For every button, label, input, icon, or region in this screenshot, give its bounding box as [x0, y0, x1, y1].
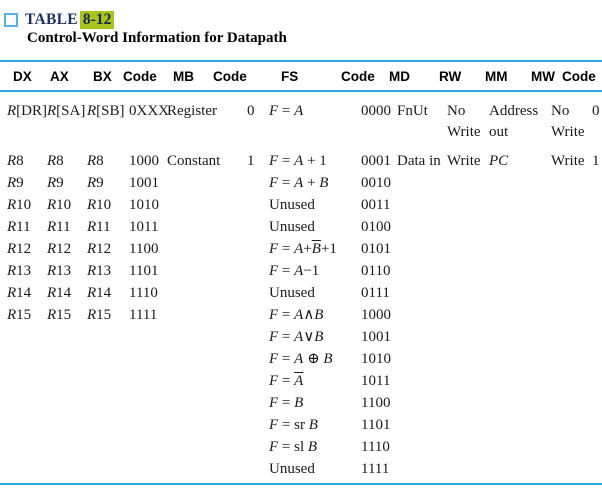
table-cell [483, 326, 539, 348]
table-cell [580, 304, 602, 326]
table-cell: 1010 [129, 197, 159, 213]
table-cell [439, 194, 483, 216]
table-cell [165, 216, 223, 238]
table-cell [539, 216, 580, 238]
column-header-code-12: Code [562, 69, 596, 84]
table-cell [123, 348, 165, 370]
table-cell [44, 326, 84, 348]
table-cell [580, 326, 602, 348]
table-cell: R11 [47, 219, 71, 235]
table-cell: R12 [87, 241, 112, 257]
table-cell: F = sl B [269, 439, 318, 455]
table-cell: 0010 [361, 175, 391, 191]
table-cell: PC [489, 153, 509, 169]
table-cell [0, 326, 44, 348]
table-row [0, 414, 602, 436]
table-cell [381, 458, 439, 484]
table-cell: 1001 [361, 329, 391, 345]
table-label: TABLE [25, 11, 78, 28]
table-cell: Unused [269, 461, 315, 477]
table-cell [439, 436, 483, 458]
table-cell [223, 282, 253, 304]
table-cell [123, 458, 165, 484]
table-row [0, 172, 602, 194]
table-cell [223, 348, 253, 370]
table-cell [539, 238, 580, 260]
table-cell: 0100 [361, 219, 391, 235]
table-cell [223, 370, 253, 392]
table-marker-icon [4, 13, 18, 27]
table-cell [439, 414, 483, 436]
table-cell: R14 [87, 285, 112, 301]
table-cell [439, 304, 483, 326]
table-cell [84, 458, 123, 484]
table-cell: R[DR] [7, 103, 47, 119]
table-cell: R8 [87, 153, 104, 169]
table-cell [44, 348, 84, 370]
table-cell [165, 238, 223, 260]
table-cell [165, 370, 223, 392]
table-cell [439, 458, 483, 484]
table-cell [165, 392, 223, 414]
table-cell [539, 194, 580, 216]
table-cell [483, 304, 539, 326]
table-cell: 0111 [361, 285, 390, 301]
table-cell: R11 [7, 219, 31, 235]
table-cell [165, 348, 223, 370]
table-cell [539, 326, 580, 348]
table-cell [439, 172, 483, 194]
table-cell [165, 326, 223, 348]
table-cell [165, 282, 223, 304]
table-cell [483, 172, 539, 194]
table-row [0, 304, 602, 326]
table-cell: R[SA] [47, 103, 86, 119]
table-cell [439, 238, 483, 260]
table-cell: F = sr B [269, 417, 318, 433]
table-cell [223, 414, 253, 436]
table-row [0, 370, 602, 392]
table-cell: R9 [87, 175, 104, 191]
table-cell [580, 348, 602, 370]
table-cell: R12 [47, 241, 72, 257]
table-cell [223, 172, 253, 194]
table-cell [580, 458, 602, 484]
table-cell [539, 436, 580, 458]
table-cell [84, 326, 123, 348]
table-cell [483, 414, 539, 436]
table-cell [0, 392, 44, 414]
table-cell [84, 392, 123, 414]
column-header-mw-11: MW [531, 69, 555, 84]
table-cell: Write [447, 153, 481, 169]
table-cell: 0 [247, 103, 255, 119]
table-cell [123, 370, 165, 392]
table-body [0, 91, 602, 484]
column-header-ax-1: AX [50, 69, 69, 84]
table-cell [539, 392, 580, 414]
control-word-table [0, 60, 602, 485]
table-cell [439, 260, 483, 282]
table-cell: R10 [87, 197, 112, 213]
table-cell [483, 436, 539, 458]
table-cell [580, 194, 602, 216]
table-cell: R15 [87, 307, 112, 323]
table-cell: 1110 [129, 285, 158, 301]
table-cell: Unused [269, 285, 315, 301]
table-cell: F = A−1 [269, 263, 320, 279]
column-header-fs-6: FS [281, 69, 299, 84]
table-cell: R11 [87, 219, 111, 235]
table-cell: R8 [47, 153, 64, 169]
table-cell [123, 326, 165, 348]
table-cell [223, 216, 253, 238]
table-cell: Write [551, 153, 585, 169]
table-cell [580, 282, 602, 304]
table-cell [44, 392, 84, 414]
table-cell [223, 326, 253, 348]
table-cell [165, 458, 223, 484]
table-cell [483, 392, 539, 414]
table-row [0, 436, 602, 458]
table-cell [223, 194, 253, 216]
table-cell: 0XXX [129, 103, 169, 119]
column-header-mb-4: MB [173, 69, 194, 84]
table-cell [539, 304, 580, 326]
table-cell [483, 260, 539, 282]
table-cell [439, 216, 483, 238]
table-cell [439, 326, 483, 348]
table-cell [223, 436, 253, 458]
table-cell: F = A∧B [269, 307, 324, 323]
table-cell [0, 414, 44, 436]
table-cell: F = A + 1 [269, 153, 327, 169]
table-cell [483, 370, 539, 392]
table-cell: R15 [47, 307, 72, 323]
table-cell: 1 [592, 153, 600, 169]
column-header-bx-2: BX [93, 69, 112, 84]
table-cell: Constant [167, 153, 221, 169]
table-cell [439, 348, 483, 370]
table-cell: R14 [7, 285, 32, 301]
table-cell [44, 370, 84, 392]
table-cell: R8 [7, 153, 24, 169]
table-cell: 0011 [361, 197, 391, 213]
table-cell [165, 304, 223, 326]
column-header-dx-0: DX [13, 69, 32, 84]
column-header-code-7: Code [341, 69, 375, 84]
column-header-code-3: Code [123, 69, 157, 84]
table-cell [483, 194, 539, 216]
table-cell: Unused [269, 197, 315, 213]
table-cell: 1000 [361, 307, 391, 323]
table-subtitle: Control-Word Information for Datapath [27, 30, 287, 46]
table-row [0, 326, 602, 348]
table-cell: R10 [47, 197, 72, 213]
table-cell: R13 [87, 263, 112, 279]
table-cell: R14 [47, 285, 72, 301]
table-cell: 1011 [129, 219, 159, 235]
table-cell [0, 458, 44, 484]
table-cell [223, 238, 253, 260]
table-cell: $F = A+\overline{B}+1$ [269, 241, 337, 257]
table-cell: 1101 [361, 417, 391, 433]
table-cell: 1110 [361, 439, 390, 455]
table-cell: 1011 [361, 373, 391, 389]
header-row [0, 61, 602, 91]
table-cell [223, 392, 253, 414]
table-cell: 1111 [361, 461, 390, 477]
table-row [0, 260, 602, 282]
column-header-mm-10: MM [485, 69, 508, 84]
table-cell: 1101 [129, 263, 159, 279]
table-cell [539, 282, 580, 304]
table-cell: 1100 [129, 241, 159, 257]
table-cell [165, 194, 223, 216]
table-cell: 1111 [129, 307, 158, 323]
table-cell [0, 348, 44, 370]
table-cell: Address out [489, 103, 539, 140]
table-row [0, 194, 602, 216]
table-cell [580, 436, 602, 458]
table-cell [539, 172, 580, 194]
table-row [0, 238, 602, 260]
table-cell [580, 414, 602, 436]
table-cell: R12 [7, 241, 32, 257]
table-cell [223, 260, 253, 282]
table-cell: 0001 [361, 153, 391, 169]
table-cell [580, 370, 602, 392]
table-cell [223, 304, 253, 326]
table-row [0, 150, 602, 172]
table-cell: 1001 [129, 175, 159, 191]
column-header-rw-9: RW [439, 69, 462, 84]
table-cell: 1010 [361, 351, 391, 367]
table-cell [439, 370, 483, 392]
table-row [0, 348, 602, 370]
table-cell: 0000 [361, 103, 391, 119]
table-cell: R9 [47, 175, 64, 191]
table-cell [580, 238, 602, 260]
table-cell [123, 414, 165, 436]
table-cell: FnUt [397, 103, 428, 119]
column-header-code-5: Code [213, 69, 247, 84]
table-cell: F = A ⊕ B [269, 351, 333, 367]
caption-title-row [4, 11, 602, 29]
table-cell: R10 [7, 197, 32, 213]
table-cell: R13 [7, 263, 32, 279]
table-cell: R15 [7, 307, 32, 323]
table-row [0, 282, 602, 304]
table-cell [483, 238, 539, 260]
table-cell [483, 216, 539, 238]
table-cell [165, 260, 223, 282]
table-cell [539, 260, 580, 282]
table-cell [165, 436, 223, 458]
table-cell [439, 282, 483, 304]
table-cell [539, 348, 580, 370]
table-cell: F = B [269, 395, 304, 411]
table-row [0, 216, 602, 238]
table-cell [165, 172, 223, 194]
table-cell: F = A∨B [269, 329, 324, 345]
table-cell [483, 458, 539, 484]
table-cell: $F = \overline{A}$ [269, 373, 304, 389]
table-row [0, 458, 602, 484]
table-cell [84, 348, 123, 370]
table-cell: 1100 [361, 395, 391, 411]
table-cell [580, 260, 602, 282]
table-cell [539, 414, 580, 436]
table-cell: 1 [247, 153, 255, 169]
table-cell [44, 458, 84, 484]
table-cell [0, 370, 44, 392]
table-cell [539, 370, 580, 392]
table-cell: F = A [269, 103, 304, 119]
table-cell: F = A + B [269, 175, 329, 191]
table-cell [44, 436, 84, 458]
table-caption [0, 0, 602, 47]
table-cell: 0 [592, 103, 600, 119]
table-cell [123, 392, 165, 414]
table-cell [539, 458, 580, 484]
table-cell: 0110 [361, 263, 391, 279]
table-cell: Data in [397, 153, 441, 169]
table-cell [439, 392, 483, 414]
table-cell [84, 436, 123, 458]
table-number-highlight: 8-12 [80, 11, 114, 29]
table-cell: 0101 [361, 241, 391, 257]
table-cell: Register [167, 103, 217, 119]
table-head [0, 61, 602, 91]
table-cell: R13 [47, 263, 72, 279]
table-row [0, 392, 602, 414]
table-cell [123, 436, 165, 458]
table-cell [223, 458, 253, 484]
table-cell [580, 392, 602, 414]
table-cell [44, 414, 84, 436]
table-cell: No Write [447, 103, 481, 140]
table-cell: 1000 [129, 153, 159, 169]
column-header-md-8: MD [389, 69, 410, 84]
table-cell [580, 216, 602, 238]
table-cell [580, 172, 602, 194]
table-cell [84, 370, 123, 392]
table-cell [84, 414, 123, 436]
table-cell: No Write [551, 103, 585, 140]
table-cell [483, 348, 539, 370]
table-cell [0, 436, 44, 458]
table-cell: Unused [269, 219, 315, 235]
table-cell [483, 282, 539, 304]
table-cell [165, 414, 223, 436]
table-cell: R9 [7, 175, 24, 191]
table-row [0, 91, 602, 150]
table-cell: R[SB] [87, 103, 125, 119]
